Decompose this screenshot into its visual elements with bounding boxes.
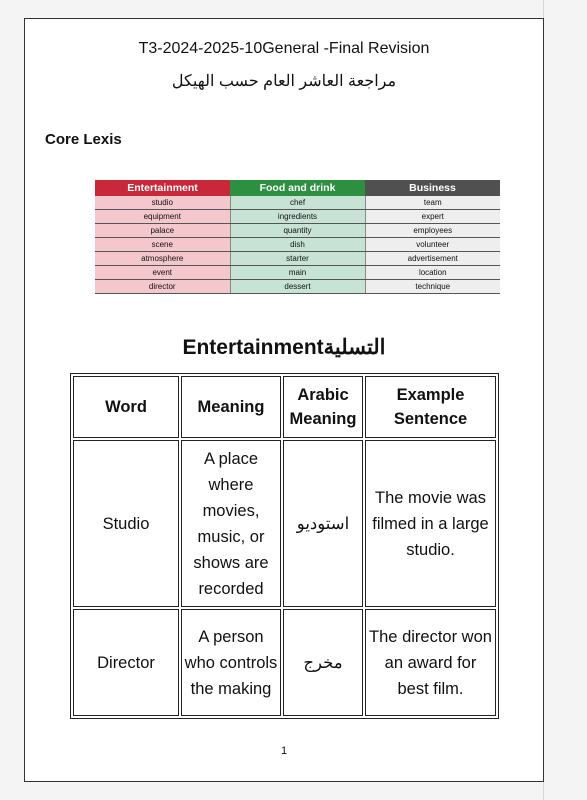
food-cell: quantity <box>230 224 365 238</box>
section-heading-arabic: التسلية <box>323 336 386 359</box>
core-lexis-heading: Core Lexis <box>45 131 122 148</box>
section-heading <box>25 335 543 360</box>
column-header-entertainment: Entertainment <box>95 180 230 196</box>
core-lexis-header-row <box>95 180 500 196</box>
food-cell: ingredients <box>230 210 365 224</box>
entertainment-cell: event <box>95 266 230 280</box>
header-meaning: Meaning <box>181 376 281 438</box>
table-row <box>95 224 500 238</box>
business-cell: technique <box>365 280 500 294</box>
table-row <box>95 196 500 210</box>
column-header-food-and-drink: Food and drink <box>230 180 365 196</box>
entertainment-cell: scene <box>95 238 230 252</box>
vocab-header-row <box>73 376 496 438</box>
table-row <box>73 440 496 607</box>
example-sentence-cell: The director won an award for best film. <box>365 609 496 716</box>
business-cell: expert <box>365 210 500 224</box>
entertainment-vocab-table <box>70 373 499 719</box>
entertainment-cell: studio <box>95 196 230 210</box>
entertainment-cell: director <box>95 280 230 294</box>
arabic-meaning-cell: استوديو <box>283 440 363 607</box>
header-arabic-meaning: Arabic Meaning <box>283 376 363 438</box>
business-cell: team <box>365 196 500 210</box>
entertainment-cell: palace <box>95 224 230 238</box>
document-title: T3-2024-2025-10General -Final Revision <box>138 40 430 57</box>
word-cell: Director <box>73 609 179 716</box>
meaning-cell: A place where movies, music, or shows are recorded <box>181 440 281 607</box>
document-page <box>24 18 544 782</box>
entertainment-cell: equipment <box>95 210 230 224</box>
table-row <box>95 238 500 252</box>
food-cell: starter <box>230 252 365 266</box>
document-subtitle-arabic: مراجعة العاشر العام حسب الهيكل <box>171 73 397 90</box>
business-cell: employees <box>365 224 500 238</box>
table-row <box>95 252 500 266</box>
section-heading-english: Entertainment <box>182 336 324 359</box>
entertainment-cell: atmosphere <box>95 252 230 266</box>
meaning-cell: A person who controls the making <box>181 609 281 716</box>
food-cell: dish <box>230 238 365 252</box>
food-cell: main <box>230 266 365 280</box>
food-cell: chef <box>230 196 365 210</box>
table-row <box>95 266 500 280</box>
table-row <box>73 609 496 716</box>
core-lexis-table <box>95 180 500 294</box>
header-word: Word <box>73 376 179 438</box>
word-cell: Studio <box>73 440 179 607</box>
business-cell: advertisement <box>365 252 500 266</box>
table-row <box>95 280 500 294</box>
table-row <box>95 210 500 224</box>
header-example-sentence: Example Sentence <box>365 376 496 438</box>
example-sentence-cell: The movie was filmed in a large studio. <box>365 440 496 607</box>
business-cell: volunteer <box>365 238 500 252</box>
arabic-meaning-cell: مخرج <box>283 609 363 716</box>
column-header-business: Business <box>365 180 500 196</box>
food-cell: dessert <box>230 280 365 294</box>
page-number: 1 <box>280 745 288 757</box>
business-cell: location <box>365 266 500 280</box>
